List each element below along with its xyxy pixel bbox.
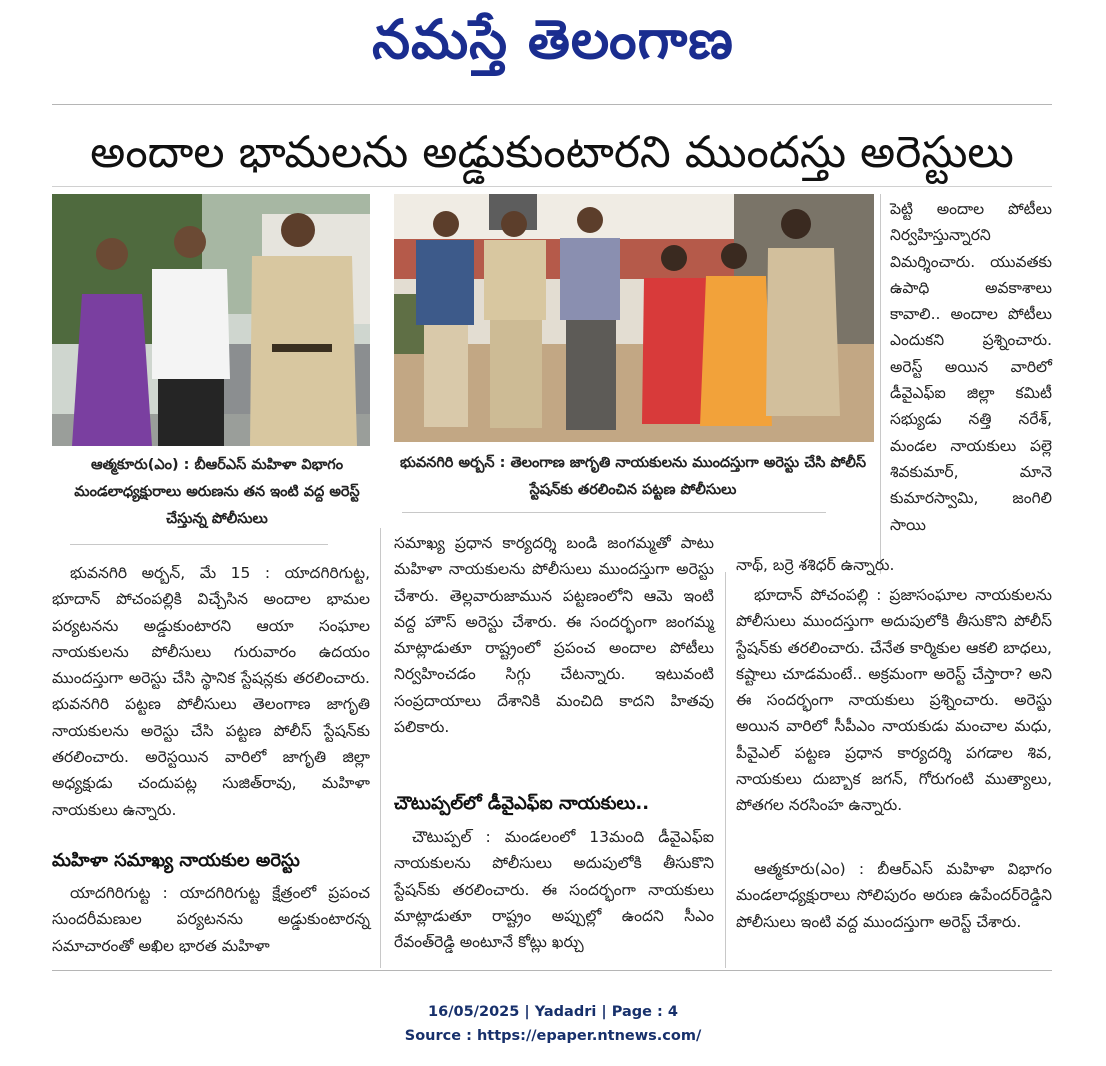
column-1-para2: యాదగిరిగుట్ట : యాదగిరిగుట్ట క్షేత్రంలో ప్రపంచ సుందరీమణుల పర్యటనను అడ్డుకుంటారన్న సమాచారంతో అఖిల భారత మహిళా	[52, 884, 370, 955]
footer-source: Source : https://epaper.ntnews.com/	[404, 1028, 702, 1044]
footer-dateline: 16/05/2025 | Yadadri | Page : 4	[428, 1004, 678, 1020]
column-3-para3: ఆత్మకూరు(ఎం) : బీఆర్ఎస్ మహిళా విభాగం మండలాధ్యక్షురాలు సోలిపురం అరుణ ఉపేందర్‌రెడ్డిని పోలీసులు ఇంటి వద్ద ముందస్తుగా అరెస్ట్ చేశారు.	[736, 860, 1052, 931]
column-divider-1	[380, 528, 381, 968]
photo-atmakur-arrest	[52, 194, 370, 446]
caption1-rule	[70, 544, 328, 545]
caption2-rule	[402, 512, 826, 513]
column-1-subhead: మహిళా సమాఖ్య నాయకుల అరెస్టు	[52, 850, 300, 871]
column-divider-3	[880, 194, 881, 574]
bottom-rule	[52, 970, 1052, 971]
column-2-para2: చౌటుప్పల్ : మండలంలో 13మంది డీవైఎఫ్ఐ నాయకులను పోలీసులు అదుపులోకి తీసుకొని స్టేషన్‌కు తరలించారు. ఈ సందర్భంగా నాయకులు మాట్లాడుతూ రాష్ట్రం అప్పుల్లో ఉందని సీఎం రేవంత్‌రెడ్డి అంటూనే కోట్లు ఖర్చు	[394, 828, 714, 952]
top-rule	[52, 104, 1052, 105]
column-3-para2: భూదాన్ పోచంపల్లి : ప్రజాసంఘాల నాయకులను పోలీసులు ముందస్తుగా అదుపులోకి తీసుకొని పోలీస్ స్టేషన్‌కు తరలించారు. చేనేత కార్మికుల ఆకలి బాధలు, కష్టాలు చూడమంటే.. అక్రమంగా అరెస్ట్ చేస్తారా? అని ఈ సందర్భంగా నాయకులు ప్రశ్నించారు. అరెస్టు అయిన వారిలో సీపీఎం నాయకుడు మంచాల మధు, పీవైఎల్ పట్టణ ప్రధాన కార్యదర్శి పగడాల శివ, నాయకులు దుబ్బాక జగన్, గోరుగంటి ముత్యాలు, పోతగల నరసింహ ఉన్నారు.	[736, 586, 1052, 815]
column-2-subhead: చౌటుప్పల్‌లో డీవైఎఫ్ఐ నాయకులు..	[394, 793, 650, 814]
headline-rule	[52, 186, 1052, 187]
photo-bhuvanagiri-arrest	[394, 194, 874, 442]
photo2-caption: భువనగిరి అర్బన్ : తెలంగాణ జాగృతి నాయకులను ముందస్తుగా అరెస్టు చేసి పోలీస్ స్టేషన్‌కు తరలించిన పట్టణ పోలీసులు	[399, 455, 867, 498]
column-3-para1b: నాథ్, బర్రె శశిధర్ ఉన్నారు.	[736, 556, 895, 574]
article-headline: అందాల భామలను అడ్డుకుంటారని ముందస్తు అరెస్టులు	[90, 127, 1014, 178]
newspaper-masthead	[0, 4, 1106, 74]
column-3-para1: పెట్టి అందాల పోటీలు నిర్వహిస్తున్నారని విమర్శించారు. యువతకు ఉపాధి అవకాశాలు కావాలి.. అందాల పోటీలు ఎందుకని ప్రశ్నించారు. అరెస్ట్ అయిన వారిలో డీవైఎఫ్ఐ జిల్లా కమిటీ సభ్యుడు నత్తి నరేశ్, మండల నాయకులు పల్లె శివకుమార్, మానె కుమారస్వామి, జంగిలి సాయి	[890, 200, 1052, 534]
masthead-title: నమస్తే తెలంగాణ	[372, 7, 734, 71]
column-divider-2	[725, 572, 726, 968]
column-2-para1: సమాఖ్య ప్రధాన కార్యదర్శి బండి జంగమ్మతో పాటు మహిళా నాయకులను పోలీసులు ముందస్తుగా అరెస్టు చేశారు. తెల్లవారుజామున పట్టణంలోని ఆమె ఇంటి వద్ద హౌస్ అరెస్టు చేశారు. ఈ సందర్భంగా జంగమ్మ మాట్లాడుతూ రాష్ట్రంలో ప్రపంచ అందాల పోటీలు నిర్వహించడం సిగ్గు చేటన్నారు. ఇటువంటి సంప్రదాయాలు దేశానికి మంచిది కాదని హితవు పలికారు.	[394, 534, 714, 737]
photo1-caption: ఆత్మకూరు(ఎం) : బీఆర్ఎస్ మహిళా విభాగం మండలాధ్యక్షురాలు అరుణను తన ఇంటి వద్ద అరెస్ట్ చేస్తున్న పోలీసులు	[74, 457, 360, 527]
column-1-para1: భువనగిరి అర్బన్, మే 15 : యాదగిరిగుట్ట, భూదాన్ పోచంపల్లికి విచ్చేసిన అందాల భామల పర్యటనను అడ్డుకుంటారని ఆయా సంఘాల నాయకులను పోలీసులు గురువారం ఉదయం ముందస్తుగా అరెస్టు చేసి స్థానిక స్టేషన్లకు తరలించారు. భువనగిరి పట్టణ పోలీసులు తెలంగాణ జాగృతి నాయకులను అరెస్టు చేసి పట్టణ పోలీస్ స్టేషన్‌కు తరలించారు. అరెస్టయిన వారిలో జాగృతి జిల్లా అధ్యక్షుడు చందుపట్ల సుజిత్‌రావు, మహిళా నాయకులు ఉన్నారు.	[52, 564, 370, 819]
